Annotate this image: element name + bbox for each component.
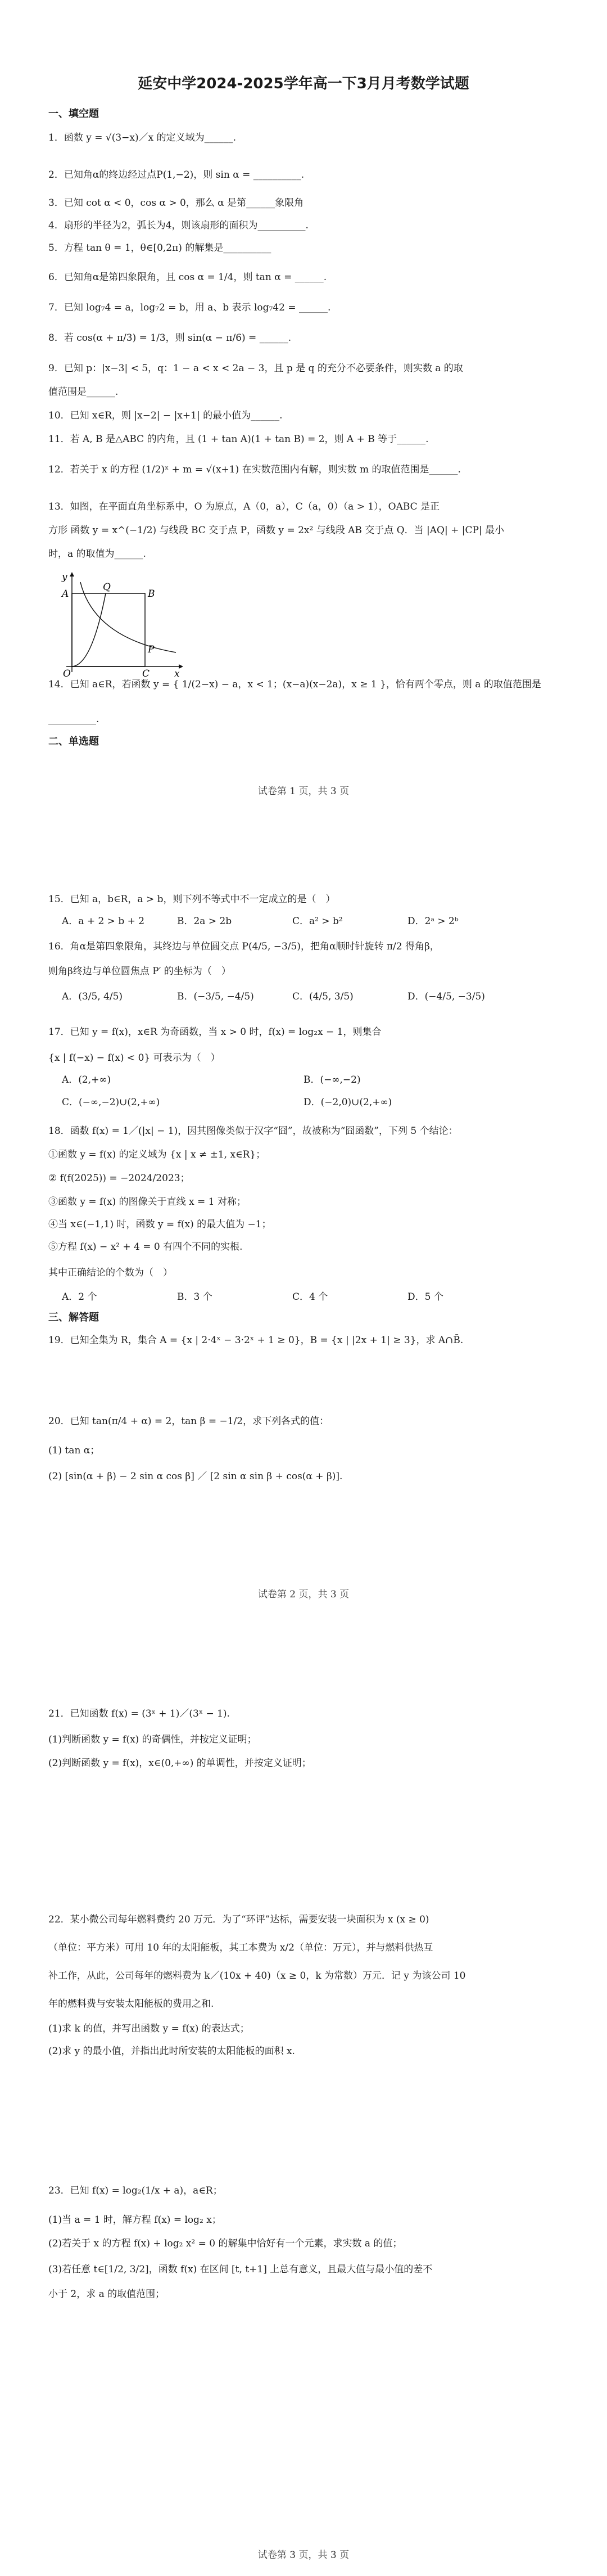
question-13-line-3: 时，a 的取值为______. (48, 548, 146, 560)
question-22-line-6: (2)求 y 的最小值，并指出此时所安装的太阳能板的面积 x. (48, 2046, 295, 2057)
question-21-line-3: (2)判断函数 y = f(x)，x∈(0,+∞) 的单调性，并按定义证明； (48, 1758, 311, 1769)
question-6: 6．已知角α是第四象限角，且 cos α = 1/4，则 tan α = ______. (48, 272, 327, 283)
option-c: C．4 个 (292, 1291, 328, 1303)
y-axis-arrow (70, 572, 74, 577)
question-18-statement-5: ⑤方程 f(x) − x² + 4 = 0 有四个不同的实根. (48, 1241, 243, 1253)
question-23-line-1: 23．已知 f(x) = log₂(1/x + a)，a∈R； (48, 2185, 223, 2196)
option-b: B．2a > 2b (177, 916, 232, 927)
question-18-ask: 其中正确结论的个数为（ ） (48, 1267, 173, 1278)
square-graph (49, 571, 184, 678)
label-a: A (62, 588, 69, 600)
option-d: D．(−4/5, −3/5) (407, 991, 485, 1002)
question-18-statement-4: ④当 x∈(−1,1) 时，函数 y = f(x) 的最大值为 −1； (48, 1219, 271, 1230)
question-4: 4．扇形的半径为2，弧长为4，则该扇形的面积为__________. (48, 220, 309, 231)
page-footer-1: 试卷第 1 页，共 3 页 (257, 786, 350, 797)
label-c: C (142, 668, 150, 678)
option-b: B．(−3/5, −4/5) (177, 991, 254, 1002)
power-curve (80, 582, 176, 652)
question-18-statement-1: ①函数 y = f(x) 的定义域为 {x | x ≠ ±1, x∈R}； (48, 1149, 266, 1160)
label-p: P (148, 644, 155, 655)
question-22-line-5: (1)求 k 的值，并写出函数 y = f(x) 的表达式； (48, 2023, 250, 2034)
question-20-line-3: (2) [sin(α + β) − 2 sin α cos β] ／ [2 sin α sin β + cos(α + β)]. (48, 1471, 343, 1482)
section-fill-blank: 一、填空题 (48, 108, 99, 120)
question-18-intro: 18．函数 f(x) = 1／(|x| − 1)，因其图像类似于汉字“囧”，故被称为“囧函数”，下列 5 个结论： (48, 1125, 458, 1137)
question-23-line-3: (2)若关于 x 的方程 f(x) + log₂ x² = 0 的解集中恰好有一个元素，求实数 a 的值； (48, 2238, 402, 2249)
question-20-line-1: 20．已知 tan(π/4 + α) = 2，tan β = −1/2，求下列各式的值： (48, 1416, 329, 1427)
question-22-line-3: 补工作，从此，公司每年的燃料费为 k／(10x + 40)（x ≥ 0，k 为常数）万元．记 y 为该公司 10 (48, 1970, 466, 1981)
option-c: C．(−∞,−2)∪(2,+∞) (62, 1097, 160, 1108)
question-14-line-1: 14．已知 a∈R，若函数 y = { 1/(2−x) − a，x < 1；(x−a)(x−2a)，x ≥ 1 }，恰有两个零点，则 a 的取值范围是 (48, 679, 541, 690)
question-16-options (62, 988, 556, 1006)
option-a: A．(2,+∞) (62, 1074, 111, 1086)
option-c: C．(4/5, 3/5) (292, 991, 354, 1002)
option-a: A．2 个 (62, 1291, 97, 1303)
question-17-options-row-1 (62, 1071, 556, 1089)
question-17-line-2: {x | f(−x) − f(x) < 0} 可表示为（ ） (48, 1052, 220, 1064)
option-d: D．(−2,0)∪(2,+∞) (304, 1097, 392, 1108)
question-16-line-1: 16．角α是第四象限角，其终边与单位圆交点 P(4/5, −3/5)，把角α顺时针旋转 π/2 得角β， (48, 941, 440, 952)
option-d: D．5 个 (407, 1291, 443, 1303)
question-5: 5．方程 tan θ = 1，θ∈[0,2π) 的解集是__________ (48, 242, 271, 254)
question-18-statement-3: ③函数 y = f(x) 的图像关于直线 x = 1 对称； (48, 1196, 246, 1208)
section-answer: 三、解答题 (48, 1312, 99, 1323)
option-b: B．(−∞,−2) (304, 1074, 361, 1086)
question-15-options (62, 912, 556, 930)
option-c: C．a² > b² (292, 916, 343, 927)
question-2: 2．已知角α的终边经过点P(1,−2)，则 sin α = __________. (48, 169, 305, 181)
page-title: 延安中学2024-2025学年高一下3月月考数学试题 (138, 75, 469, 92)
question-21-line-2: (1)判断函数 y = f(x) 的奇偶性，并按定义证明； (48, 1734, 257, 1745)
question-17-options-row-2 (62, 1093, 556, 1111)
question-12: 12．若关于 x 的方程 (1/2)ˣ + m = √(x+1) 在实数范围内有解，则实数 m 的取值范围是______. (48, 464, 461, 475)
question-7: 7．已知 log₇4 = a，log₇2 = b，用 a、b 表示 log₇42 = ______. (48, 302, 331, 313)
question-23-line-2: (1)当 a = 1 时，解方程 f(x) = log₂ x； (48, 2214, 221, 2226)
question-22-line-2: （单位：平方米）可用 10 年的太阳能板，其工本费为 x/2（单位：万元），并与燃料供热互 (48, 1942, 433, 1953)
label-y: y (62, 571, 67, 583)
question-21-line-1: 21．已知函数 f(x) = (3ˣ + 1)／(3ˣ − 1). (48, 1708, 230, 1719)
question-22-line-4: 年的燃料费与安装太阳能板的费用之和. (48, 1998, 214, 2010)
question-9-line-2: 值范围是______. (48, 386, 119, 398)
option-a: A．(3/5, 4/5) (62, 991, 123, 1002)
question-8: 8．若 cos(α + π/3) = 1/3，则 sin(α − π/6) = ______. (48, 332, 292, 344)
question-13-line-1: 13．如图，在平面直角坐标系中，O 为原点，A（0，a），C（a，0）（a > 1），OABC 是正 (48, 501, 440, 512)
question-23-line-4: (3)若任意 t∈[1/2, 3/2]，函数 f(x) 在区间 [t, t+1] 上总有意义，且最大值与最小值的差不 (48, 2264, 433, 2275)
page-footer-3: 试卷第 3 页，共 3 页 (257, 2550, 350, 2561)
label-b: B (148, 588, 155, 600)
question-11: 11．若 A, B 是△ABC 的内角，且 (1 + tan A)(1 + tan B) = 2，则 A + B 等于______. (48, 434, 429, 445)
question-1: 1．函数 y = √(3−x)／x 的定义域为______. (48, 132, 237, 143)
section-single-choice: 二、单选题 (48, 736, 99, 747)
square-oabc (72, 593, 145, 666)
question-22-line-1: 22．某小微公司每年燃料费约 20 万元．为了“环评”达标，需要安装一块面积为 x (x ≥ 0) (48, 1914, 429, 1925)
label-x: x (174, 668, 180, 678)
question-20-line-2: (1) tan α； (48, 1445, 100, 1456)
question-18-options (62, 1288, 556, 1306)
question-14-line-2: __________. (48, 714, 99, 725)
question-17-line-1: 17．已知 y = f(x)，x∈R 为奇函数，当 x > 0 时，f(x) = log₂x − 1，则集合 (48, 1026, 382, 1038)
label-o: O (63, 668, 71, 678)
option-d: D．2ᵃ > 2ᵇ (407, 916, 459, 927)
question-23-line-5: 小于 2，求 a 的取值范围； (48, 2289, 165, 2300)
label-q: Q (103, 582, 111, 593)
option-a: A．a + 2 > b + 2 (62, 916, 145, 927)
question-3: 3．已知 cot α < 0，cos α > 0，那么 α 是第______象限角 (48, 197, 304, 209)
question-13-figure (49, 571, 184, 680)
question-18-statement-2: ② f(f(2025)) = −2024/2023； (48, 1173, 190, 1184)
parabola-curve (72, 593, 106, 666)
question-13-line-2: 方形 函数 y = x^(−1/2) 与线段 BC 交于点 P，函数 y = 2x² 与线段 AB 交于点 Q．当 |AQ| + |CP| 最小 (48, 525, 505, 536)
question-10: 10．已知 x∈R，则 |x−2| − |x+1| 的最小值为______. (48, 410, 283, 421)
page-footer-2: 试卷第 2 页，共 3 页 (257, 1589, 350, 1600)
question-15: 15．已知 a，b∈R，a > b，则下列不等式中不一定成立的是（ ） (48, 894, 336, 905)
option-b: B．3 个 (177, 1291, 212, 1303)
question-19: 19．已知全集为 R，集合 A = {x | 2·4ˣ − 3·2ˣ + 1 ≥ 0}，B = {x | |2x + 1| ≥ 3}，求 A∩B̄. (48, 1335, 464, 1346)
question-9-line-1: 9．已知 p：|x−3| < 5，q：1 − a < x < 2a − 3，且 p 是 q 的充分不必要条件，则实数 a 的取 (48, 363, 463, 374)
question-16-line-2: 则角β终边与单位圆焦点 P′ 的坐标为（ ） (48, 966, 231, 977)
